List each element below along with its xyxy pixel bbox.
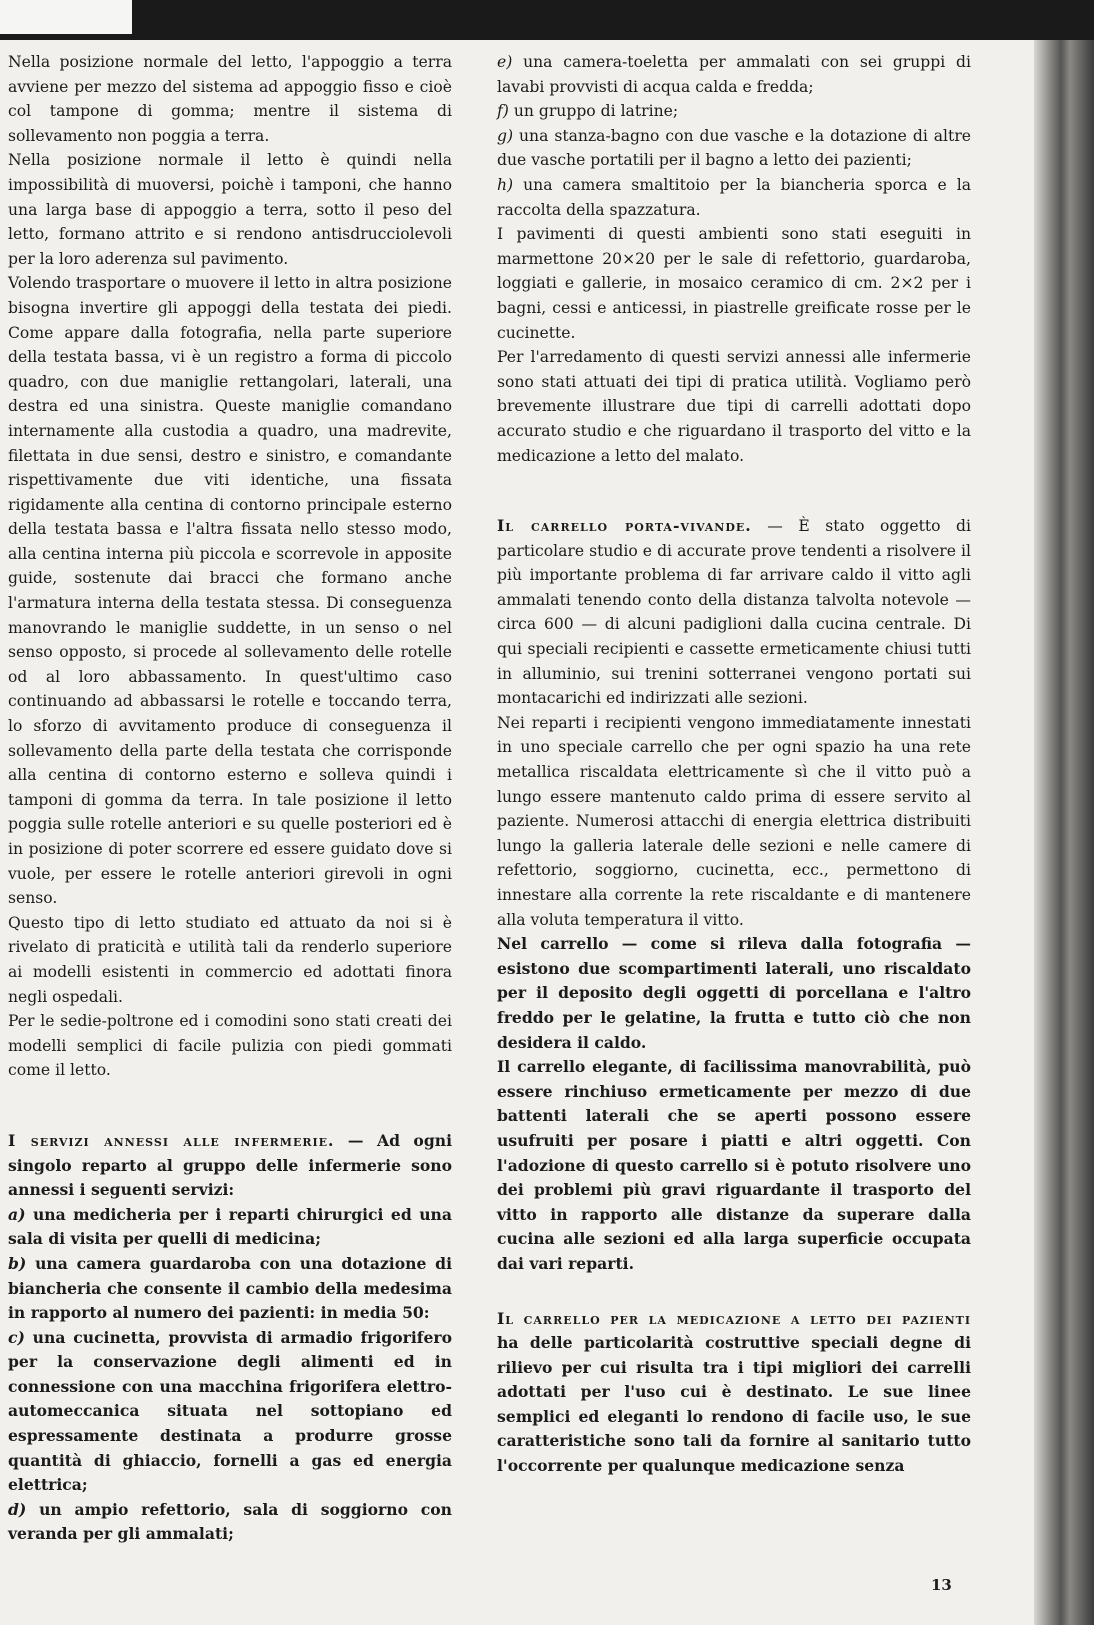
section-paragraph: Il carrello per la medicazione a letto dei pazienti ha delle particolarità costruttive speciali degne di rilievo per cui risulta tra i tipi migliori dei carrelli adottati per l'uso cui è destinato. Le sue linee semplici ed eleganti lo rendono di facile uso, le sue caratteristiche sono tali da fornire al sanitario tutto l'occorrente per qualunque medicazione senza [497, 1308, 971, 1476]
paragraph: Nella posizione normale del letto, l'appoggio a terra avviene per mezzo del sistema ad appoggio fisso e cioè col tampone di gomma; mentre il sistema di sollevamento non poggia a terra. [8, 53, 452, 145]
paragraph: Questo tipo di letto studiato ed attuato da noi si è rivelato di praticità e utilità tali da renderlo superiore ai modelli esistenti in commercio ed adottati finora negli ospedali. [8, 913, 452, 1006]
paragraph: Nella posizione normale il letto è quindi nella impossibilità di muoversi, poichè i tamponi, che hanno una larga base di appoggio a terra, sotto il peso del letto, formano attrito e si rendono antisdrucciolevoli per la loro aderenza sul pavimento. [8, 151, 452, 268]
list-item: e) una camera-toeletta per ammalati con sei gruppi di lavabi provvisti di acqua calda e fredda; [497, 53, 971, 96]
list-item: d) un ampio refettorio, sala di soggiorno con veranda per gli ammalati; [8, 1499, 452, 1544]
paragraph: Il carrello elegante, di facilissima manovrabilità, può essere rinchiuso ermeticamente per mezzo di due battenti laterali che se aperti possono essere usufruiti per posare i piatti e altri oggetti. Con l'adozione di questo carrello si è potuto risolvere uno dei problemi più gravi riguardante il trasporto del vitto in rapporto alle distanze da superare dalla cucina alle sezioni ed alla larga superficie occupata dai vari reparti. [497, 1057, 971, 1273]
paragraph: Volendo trasportare o muovere il letto in altra posizione bisogna invertire gli appoggi della testata dei piedi. Come appare dalla fotografia, nella parte superiore della testata bassa, vi è un registro a forma di piccolo quadro, con due maniglie rettangolari, laterali, una destra ed una sinistra. Queste maniglie comandano internamente alla custodia a quadro, una madrevite, filettata in due sensi, destro e sinistro, e comandante rispettivamente due viti identiche, una fissata rigidamente alla centina di contorno principale esterno della testata bassa e l'altra fissata nello stesso modo, alla centina interna più piccola e scorrevole in apposite guide, sostenute dai bracci che formano anche l'armatura interna della testata stessa. Di conseguenza manovrando le maniglie suddette, in un senso o nel senso opposto, si procede al sollevamento delle rotelle od al loro abbassamento. In quest'ultimo caso continuando ad abbassarsi le rotelle e toccando terra, lo sforzo di avvitamento produce di conseguenza il sollevamento della parte della testata che corrisponde alla centina di contorno esterno e solleva quindi i tamponi di gomma da terra. In tale posizione il letto poggia sulle rotelle anteriori e su quelle posteriori ed è in posizione di poter scorrere ed essere guidato dove si vuole, per essere le rotelle anteriori girevoli in ogni senso. [8, 274, 452, 908]
section-heading: I servizi annessi alle infermerie. [8, 1130, 335, 1150]
section-paragraph: I servizi annessi alle infermerie. — Ad ogni singolo reparto al gruppo delle infermerie sono annessi i seguenti servizi: [8, 1130, 452, 1200]
list-item: f) un gruppo di latrine; [497, 102, 679, 121]
paragraph: I pavimenti di questi ambienti sono stati eseguiti in marmettone 20×20 per le sale di refettorio, guardaroba, loggiati e gallerie, in mosaico ceramico di cm. 2×2 per i bagni, cessi e anticessi, in piastrelle greificate rosse per le cucinette. [497, 225, 971, 342]
list-item: b) una camera guardaroba con una dotazione di biancheria che consente il cambio della medesima in rapporto al numero dei pazienti: in media 50: [8, 1253, 452, 1323]
list-item: c) una cucinetta, provvista di armadio frigorifero per la conservazione degli alimenti ed in connessione con una macchina frigorifera elettro-automeccanica situata nel sottopiano ed espressamente destinata a produrre grosse quantità di ghiaccio, fornelli a gas ed energia elettrica; [8, 1327, 452, 1495]
right-column [497, 50, 971, 1479]
list-item: g) una stanza-bagno con due vasche e la dotazione di altre due vasche portatili per il bagno a letto dei pazienti; [497, 126, 971, 170]
section-heading: Il carrello per la medicazione a letto dei pazienti [497, 1308, 971, 1328]
section-heading: Il carrello porta-vivande. [497, 516, 752, 536]
left-column [8, 50, 452, 1547]
list-item: a) una medicheria per i reparti chirurgici ed una sala di visita per quelli di medicina; [8, 1204, 452, 1249]
paragraph: Nei reparti i recipienti vengono immediatamente innestati in uno speciale carrello che per ogni spazio ha una rete metallica riscaldata elettricamente sì che il vitto può a lungo essere mantenuto caldo prima di essere servito al paziente. Numerosi attacchi di energia elettrica distribuiti lungo la galleria laterale delle sezioni e nelle camere di refettorio, soggiorno, cucinetta, ecc., permettono di innestare alla corrente la rete riscaldante e di mantenere alla voluta temperatura il vitto. [497, 713, 971, 929]
paragraph: Per le sedie-poltrone ed i comodini sono stati creati dei modelli semplici di facile pulizia con piedi gommati come il letto. [8, 1012, 452, 1080]
book-binding [1034, 40, 1094, 1625]
section-paragraph: Il carrello porta-vivande. — È stato oggetto di particolare studio e di accurate prove tendenti a risolvere il più importante problema di far arrivare caldo il vitto agli ammalati tenendo conto della distanza talvolta notevole — circa 600 — di alcuni padiglioni dalla cucina centrale. Di qui speciali recipienti e cassette ermeticamente chiusi tutti in alluminio, sui trenini sotterranei vengono portati sui montacarichi ed indirizzati alle sezioni. [497, 516, 971, 708]
paragraph: Nel carrello — come si rileva dalla fotografia — esistono due scompartimenti laterali, uno riscaldato per il deposito degli oggetti di porcellana e l'altro freddo per le gelatine, la frutta e tutto ciò che non desidera il caldo. [497, 934, 971, 1052]
paragraph: Per l'arredamento di questi servizi annessi alle infermerie sono stati attuati dei tipi di pratica utilità. Vogliamo però brevemente illustrare due tipi di carrelli adottati dopo accurato studio e che riguardano il trasporto del vitto e la medicazione a letto del malato. [497, 348, 971, 465]
scan-corner [0, 0, 132, 34]
list-item: h) una camera smaltitoio per la biancheria sporca e la raccolta della spazzatura. [497, 175, 971, 219]
page-number: 13 [931, 1576, 952, 1594]
